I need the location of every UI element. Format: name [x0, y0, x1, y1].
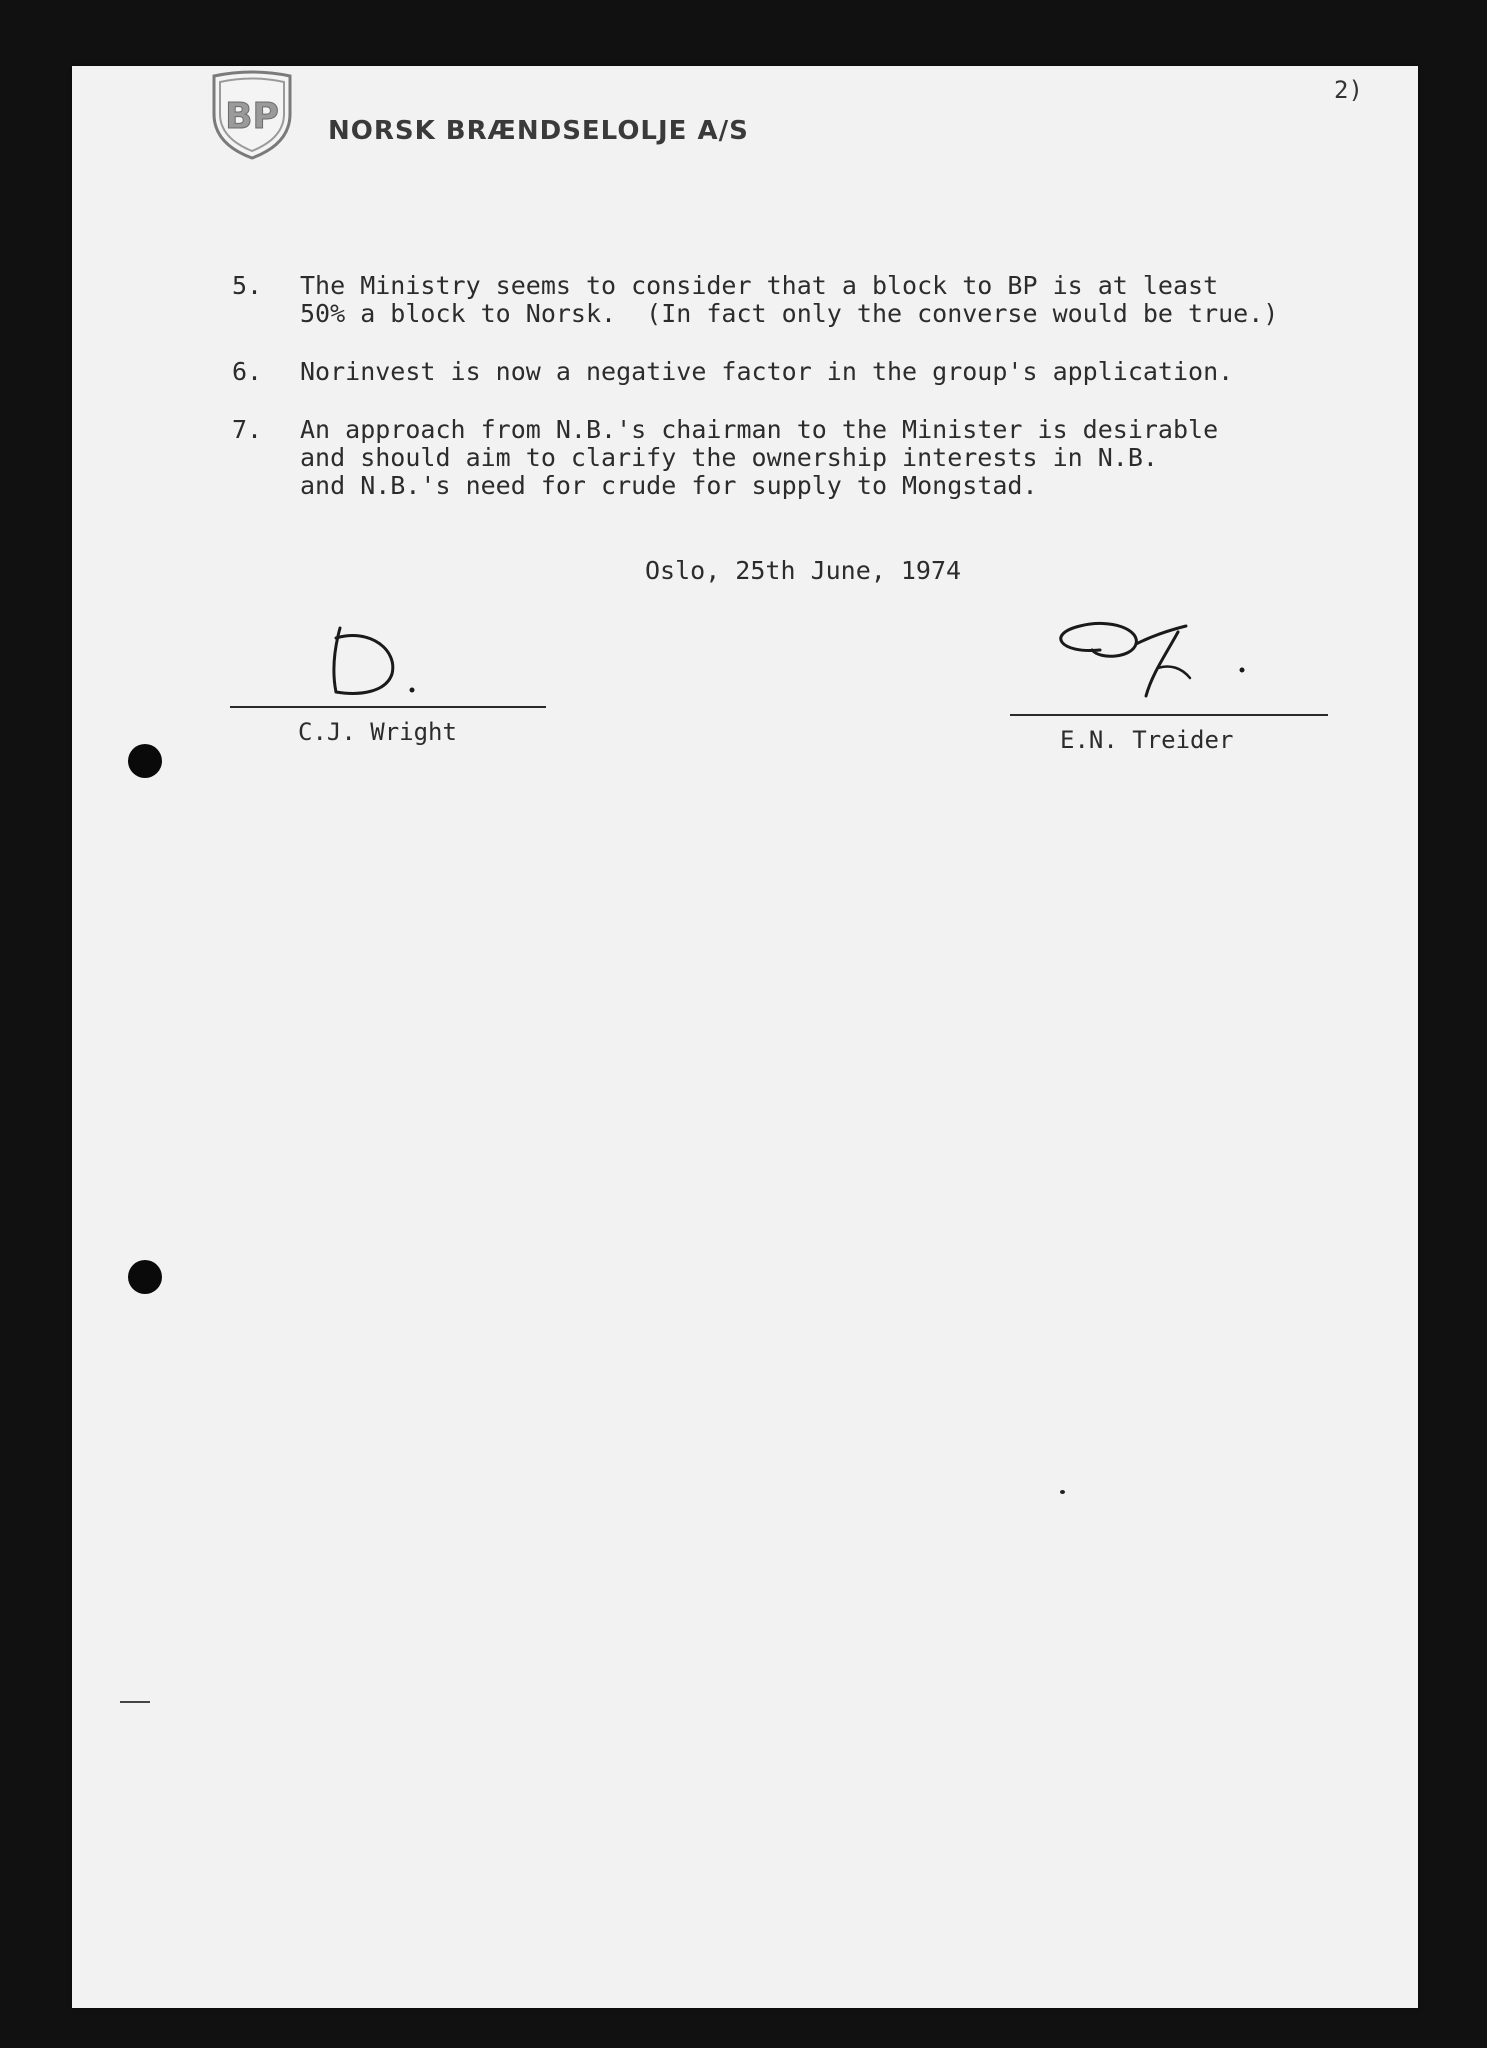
punch-hole [128, 1260, 162, 1294]
company-name: NORSK BRÆNDSELOLJE A/S [328, 116, 749, 146]
item-text: Norinvest is now a negative factor in the group's application. [300, 357, 1234, 386]
margin-mark [120, 1701, 150, 1703]
item-number: 7. [232, 415, 263, 444]
signer-name: E.N. Treider [1060, 726, 1234, 754]
signature-treider [1040, 606, 1250, 706]
bp-logo [208, 70, 296, 160]
svg-text:BP: BP [225, 96, 279, 137]
item-number: 6. [232, 357, 263, 386]
place-date: Oslo, 25th June, 1974 [645, 556, 962, 585]
item-text: An approach from N.B.'s chairman to the Minister is desirable and should aim to clarify the ownership interests in N.B. and N.B.'s need for crude for supply to Mongstad. [300, 415, 1219, 500]
ink-speck [1060, 1490, 1065, 1494]
item-number: 5. [232, 271, 263, 300]
item-text: The Ministry seems to consider that a block to BP is at least 50% a block to Norsk. (In fact only the converse would be true.) [300, 271, 1279, 328]
punch-hole [128, 744, 162, 778]
page-number: 2) [1334, 76, 1363, 104]
signer-name: C.J. Wright [298, 718, 457, 746]
signature-line [1010, 714, 1328, 716]
signature-line [230, 706, 546, 708]
signature-wright [300, 620, 430, 700]
